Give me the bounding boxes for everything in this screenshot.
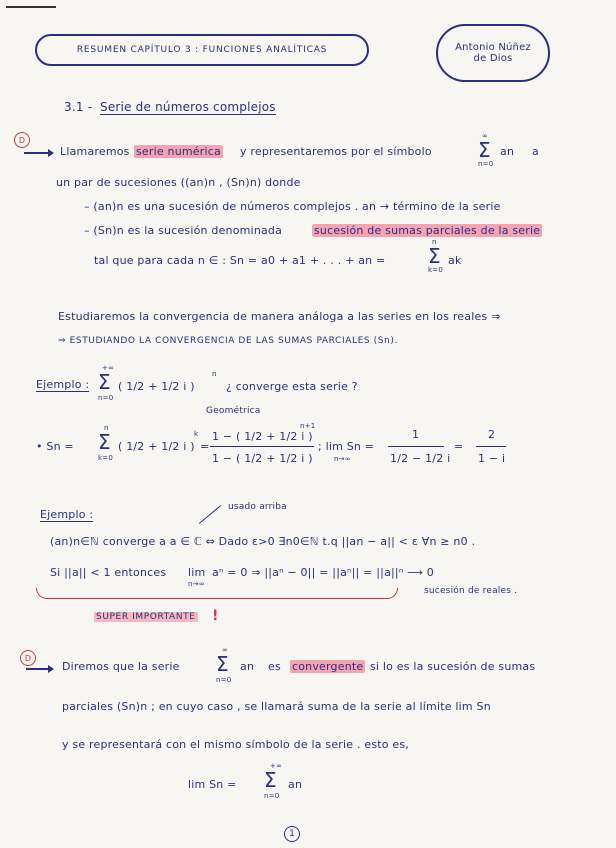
def1-line2: un par de sucesiones ((an)n , (Sn)n) donde bbox=[56, 176, 301, 189]
def2-sum-bottom: n=0 bbox=[216, 676, 232, 684]
example2-lim-sub: n→∞ bbox=[188, 580, 205, 588]
example1-question: ¿ converge esta serie ? bbox=[226, 380, 358, 393]
fraction-bar bbox=[476, 446, 506, 447]
top-mark bbox=[6, 6, 56, 8]
study-line-1: Estudiaremos la convergencia de manera análoga a las series en los reales ⇒ bbox=[58, 310, 501, 323]
example2-line2-pre: Si ||a|| < 1 entonces bbox=[50, 566, 167, 579]
red-brace bbox=[36, 588, 398, 599]
section-number: 3.1 - bbox=[64, 100, 93, 114]
example1-frac1-den: 1 − ( 1/2 + 1/2 i ) bbox=[212, 452, 313, 465]
example1-frac3-den: 1 − i bbox=[478, 452, 506, 465]
pointer-arrow-icon bbox=[199, 505, 221, 524]
def2-line1-post: si lo es la sucesión de sumas bbox=[370, 660, 536, 673]
example1-frac2-den: 1/2 − 1/2 i bbox=[390, 452, 451, 465]
example1-frac1-num: 1 − ( 1/2 + 1/2 i ) bbox=[212, 430, 313, 443]
example1-sn-sum-top: n bbox=[104, 424, 109, 432]
definition-marker: D bbox=[20, 650, 36, 666]
def1-line4: tal que para cada n ∈ : Sn = a0 + a1 + . . . + an = bbox=[94, 254, 386, 267]
sigma-icon: Σ bbox=[428, 244, 441, 268]
example1-lim: ; lim Sn = bbox=[318, 440, 375, 453]
example2-note: sucesión de reales . bbox=[424, 586, 518, 596]
def1-line1-end: a bbox=[532, 145, 539, 158]
example1-eq1: = bbox=[200, 440, 210, 453]
example1-sn-power: k bbox=[194, 430, 199, 438]
def1-bullet1: – (an)n es una sucesión de números complejos . an → término de la serie bbox=[84, 200, 501, 213]
example2-line2-post: aⁿ = 0 ⇒ ||aⁿ − 0|| = ||aⁿ|| = ||a||ⁿ ⟶ 0 bbox=[212, 566, 434, 579]
sigma-icon: Σ bbox=[98, 370, 111, 394]
example1-label: Ejemplo : bbox=[36, 378, 90, 391]
def2-final-lim: lim Sn = bbox=[188, 778, 237, 791]
sigma-icon: Σ bbox=[478, 138, 491, 162]
def1-sum-top: ∞ bbox=[482, 132, 489, 140]
def2-highlight: convergente bbox=[292, 660, 364, 673]
def1-bullet2-pre: – (Sn)n es la sucesión denominada bbox=[84, 224, 283, 237]
def1-bullet2-highlight: sucesión de sumas parciales de la serie bbox=[314, 224, 541, 237]
def1-sum2-term: ak bbox=[448, 254, 462, 267]
title-box bbox=[35, 34, 369, 66]
def1-line1-post: y representaremos por el símbolo bbox=[240, 145, 432, 158]
example2-line1: (an)n∈ℕ converge a a ∈ ℂ ⇔ Dado ε>0 ∃n0∈ℕ t.q ||an − a|| < ε ∀n ≥ n0 . bbox=[50, 535, 476, 548]
def2-sum-term: an bbox=[240, 660, 255, 673]
def1-sum-bottom: n=0 bbox=[478, 160, 494, 168]
sigma-icon: Σ bbox=[216, 652, 229, 676]
arrow-icon bbox=[24, 152, 52, 154]
example1-sum-bottom: n=0 bbox=[98, 394, 114, 402]
example2-lim: lim bbox=[188, 566, 206, 579]
def2-sum-top: ∞ bbox=[222, 646, 229, 654]
example1-sn-label: • Sn = bbox=[36, 440, 74, 453]
sigma-icon: Σ bbox=[98, 430, 111, 454]
def2-final-term: an bbox=[288, 778, 303, 791]
author-box bbox=[436, 24, 550, 82]
def2-line1-mid: es bbox=[268, 660, 281, 673]
author-line-1: Antonio Núñez bbox=[455, 42, 531, 53]
def1-highlight: serie numérica bbox=[136, 145, 221, 158]
example1-frac2-num: 1 bbox=[412, 428, 420, 441]
fraction-bar bbox=[388, 446, 444, 447]
example1-expr: ( 1/2 + 1/2 i ) bbox=[118, 380, 195, 393]
example1-frac1-pow: n+1 bbox=[300, 422, 316, 430]
super-important-label: SUPER IMPORTANTE bbox=[96, 612, 196, 622]
page-title: RESUMEN CAPÍTULO 3 : FUNCIONES ANALÍTICAS bbox=[76, 45, 328, 55]
def1-sum2-top: n bbox=[432, 238, 437, 246]
def2-final-sum-top: +∞ bbox=[270, 762, 283, 770]
study-line-2: ⇒ ESTUDIANDO LA CONVERGENCIA DE LAS SUMAS PARCIALES (Sn). bbox=[58, 336, 398, 346]
example1-frac3-num: 2 bbox=[488, 428, 496, 441]
example1-note: Geométrica bbox=[206, 406, 261, 416]
author-line-2: de Dios bbox=[473, 53, 513, 64]
page-number: 1 bbox=[284, 826, 300, 842]
def1-sum2-bottom: k=0 bbox=[428, 266, 443, 274]
arrow-icon bbox=[26, 668, 52, 670]
section-title: Serie de números complejos bbox=[100, 100, 276, 114]
def1-sum-term: an bbox=[500, 145, 515, 158]
def2-line1-pre: Diremos que la serie bbox=[62, 660, 180, 673]
sigma-icon: Σ bbox=[264, 768, 277, 792]
definition-marker: D bbox=[14, 132, 30, 148]
example1-sum-top: +∞ bbox=[102, 364, 115, 372]
example1-power: n bbox=[212, 370, 217, 378]
example1-sn-sum-bottom: k=0 bbox=[98, 454, 113, 462]
example2-used-above: usado arriba bbox=[228, 502, 287, 512]
example2-label: Ejemplo : bbox=[40, 508, 94, 521]
def2-final-sum-bottom: n=0 bbox=[264, 792, 280, 800]
def2-line2: parciales (Sn)n ; en cuyo caso , se llamará suma de la serie al límite lim Sn bbox=[62, 700, 491, 713]
def1-line1-pre: Llamaremos bbox=[60, 145, 130, 158]
fraction-bar bbox=[210, 446, 314, 447]
example1-eq2: = bbox=[454, 440, 464, 453]
def2-line3: y se representará con el mismo símbolo de la serie . esto es, bbox=[62, 738, 409, 751]
example1-sn-expr: ( 1/2 + 1/2 i ) bbox=[118, 440, 195, 453]
exclamation-icon: ! bbox=[212, 608, 219, 624]
example1-lim-sub: n→∞ bbox=[334, 455, 351, 463]
